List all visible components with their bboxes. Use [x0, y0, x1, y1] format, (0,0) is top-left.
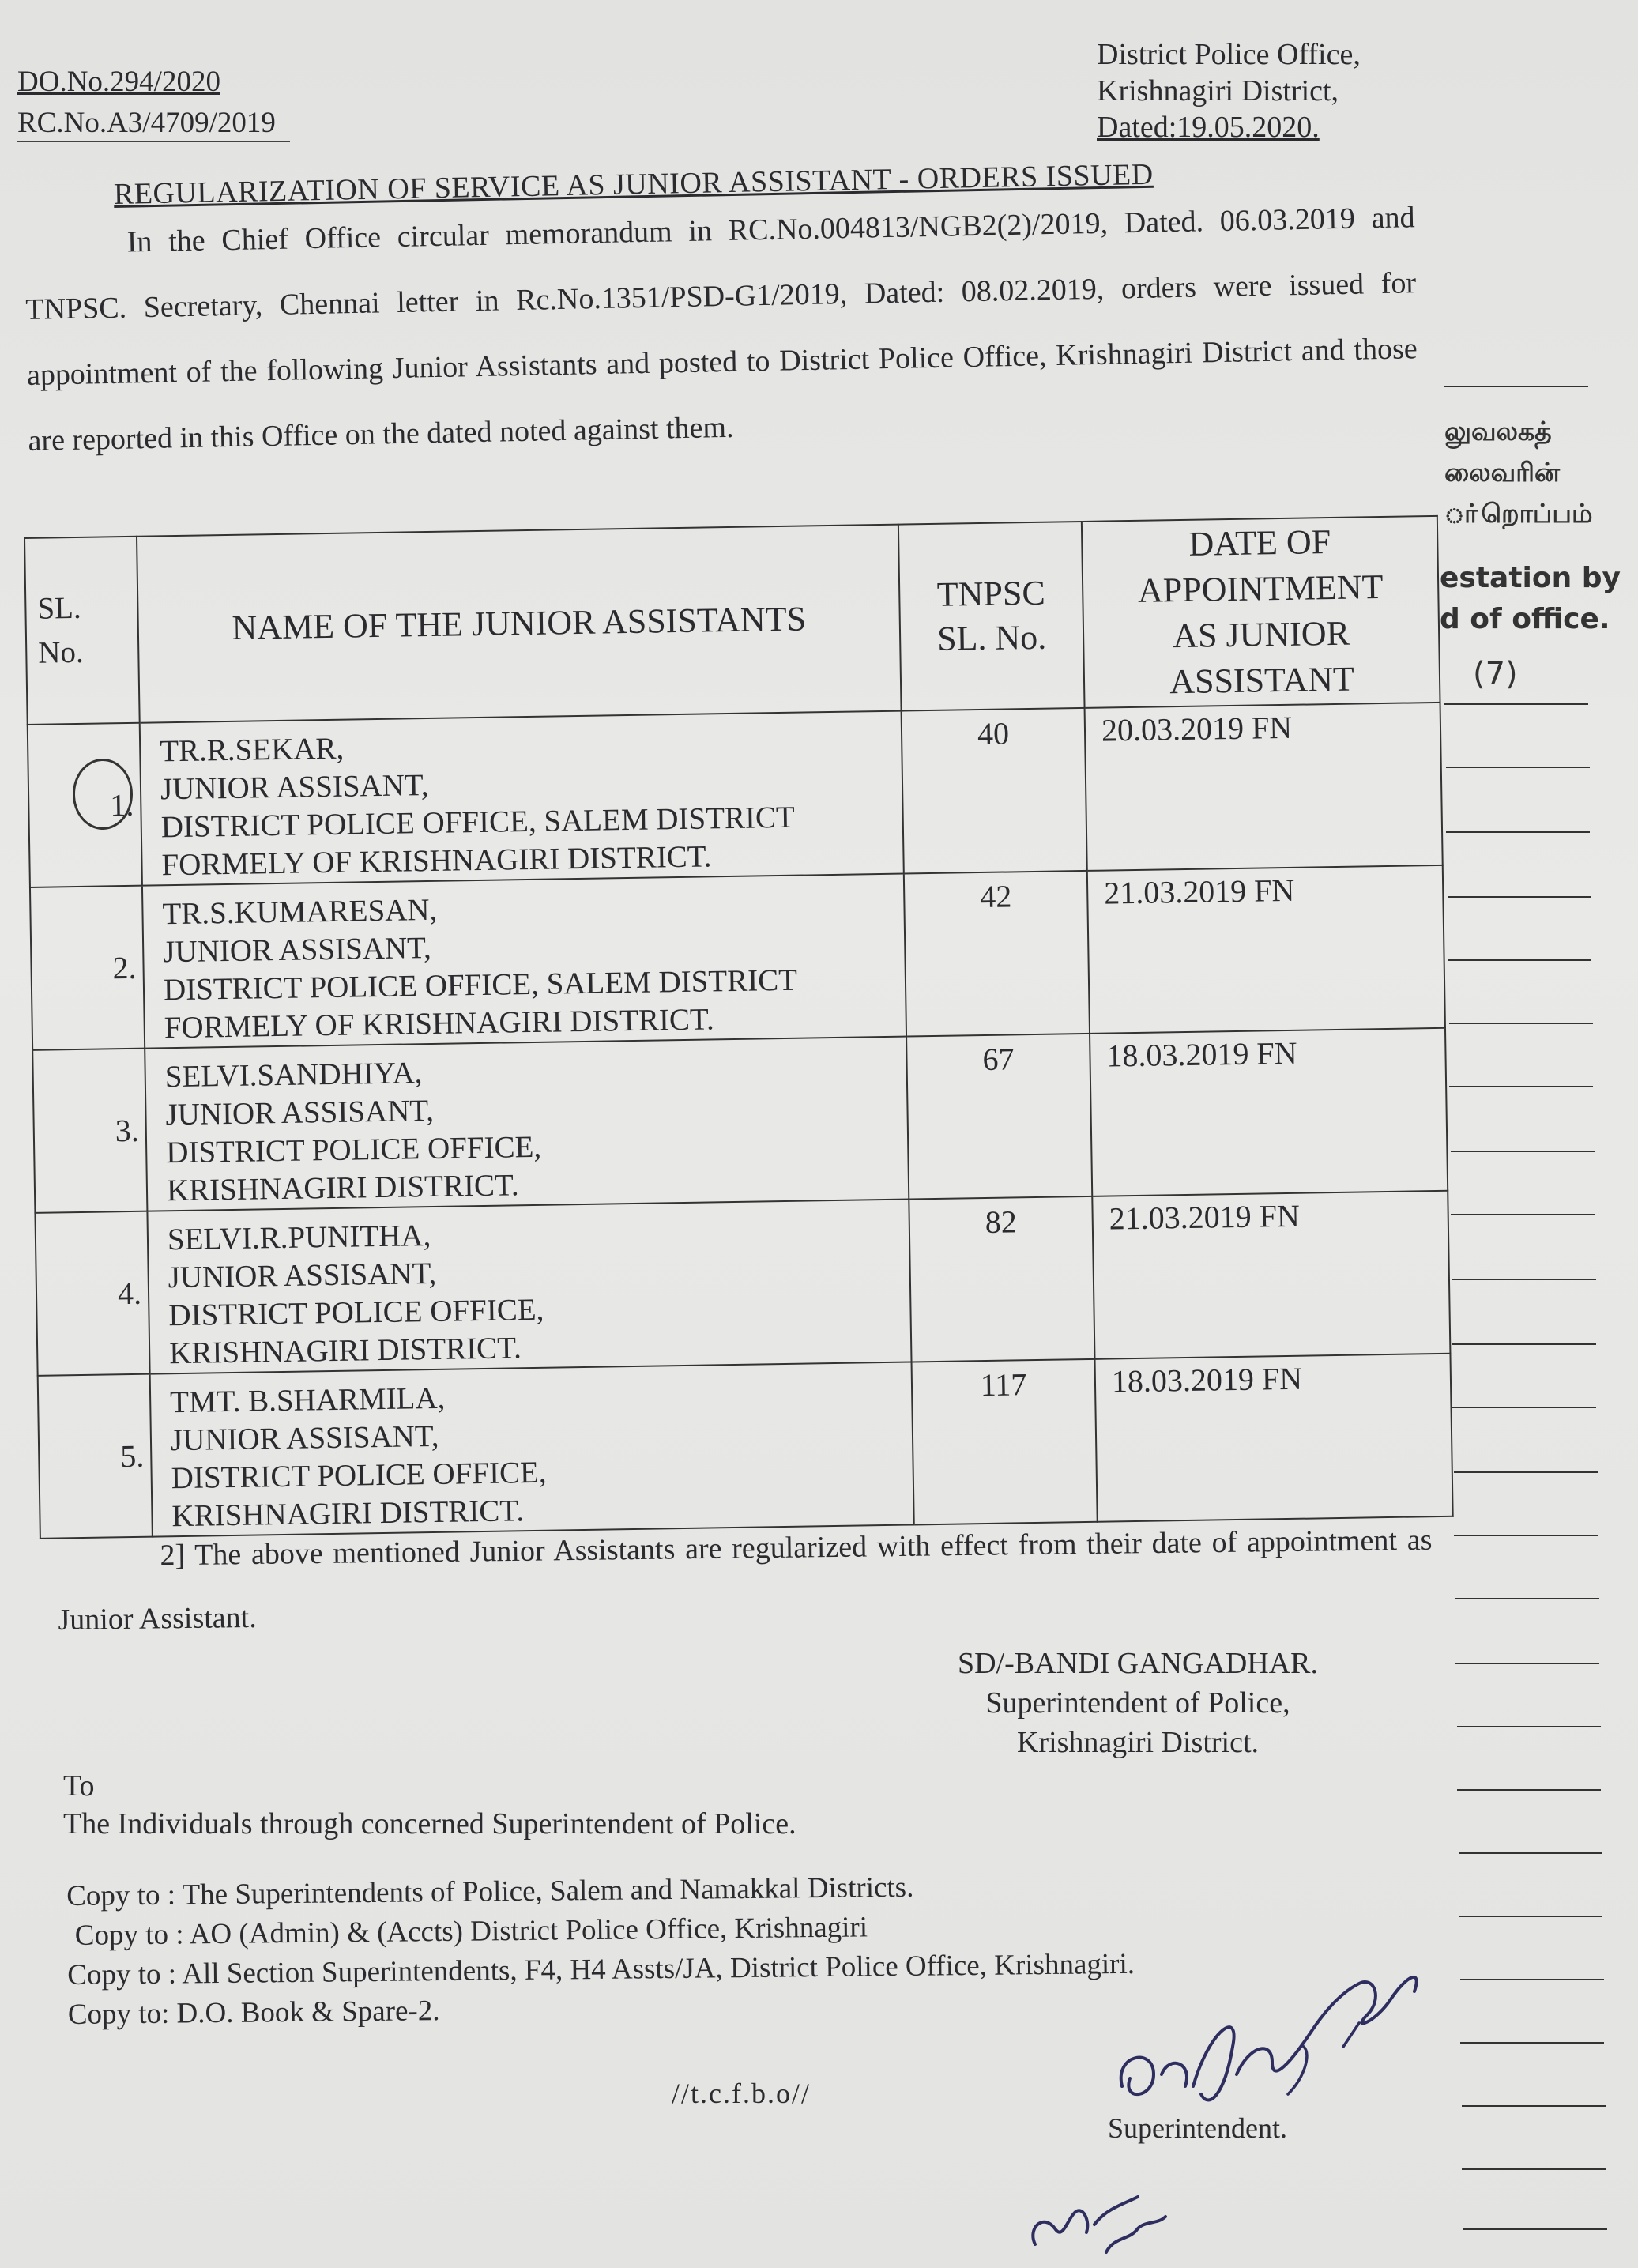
row-name-line: TR.R.SEKAR,	[159, 731, 345, 769]
row-name	[142, 874, 906, 1049]
body-paragraph-2	[57, 1509, 1433, 1652]
margin-english-text	[1440, 558, 1621, 640]
office-line-1: District Police Office,	[1097, 38, 1361, 71]
table-row	[28, 703, 1443, 887]
to-label: To	[63, 1769, 95, 1803]
row-name-line: DISTRICT POLICE OFFICE,	[165, 1129, 542, 1170]
row-name-line: KRISHNAGIRI DISTRICT.	[171, 1494, 525, 1534]
margin-rule	[1454, 1535, 1598, 1536]
row-sl-no: 2.	[30, 886, 145, 1050]
row-name-line: JUNIOR ASSISANT,	[160, 767, 429, 807]
margin-column-number: (7)	[1473, 656, 1518, 692]
row-name-line: KRISHNAGIRI DISTRICT.	[166, 1168, 519, 1208]
margin-english-line: d of office.	[1440, 603, 1610, 635]
margin-rule	[1451, 1151, 1595, 1152]
row-name-line: DISTRICT POLICE OFFICE,	[171, 1455, 547, 1496]
row-name-line: SELVI.SANDHIYA,	[164, 1056, 423, 1094]
margin-rule	[1459, 1852, 1602, 1854]
row-name-line: JUNIOR ASSISANT,	[170, 1418, 439, 1458]
body-paragraph-1	[24, 185, 1419, 474]
header-sl-line-1: SL.	[37, 590, 82, 626]
row-tnpsc-no: 82	[909, 1196, 1094, 1362]
margin-rule	[1451, 1214, 1595, 1215]
copy-to-item: Copy to : All Section Superintendents, F4, H4 Assts/JA, District Police Office, Krishnagiri.	[67, 1947, 1135, 1991]
row-name-line: DISTRICT POLICE OFFICE, SALEM DISTRICT	[160, 800, 796, 845]
margin-rule	[1457, 1726, 1601, 1727]
header-sl-no	[24, 537, 140, 725]
margin-rule	[1462, 2105, 1606, 2107]
body-paragraph-2-text: 2] The above mentioned Junior Assistants are regularized with effect from their date of appointment as Junior Assistant.	[58, 1523, 1433, 1637]
margin-rule	[1460, 2042, 1604, 2044]
row-name	[147, 1200, 911, 1374]
row-date: 21.03.2019 FN	[1087, 865, 1445, 1034]
row-tnpsc-no: 117	[912, 1359, 1098, 1525]
row-sl-no: 5.	[38, 1374, 153, 1539]
dated-line: Dated:19.05.2020.	[1097, 111, 1320, 144]
row-name-line: JUNIOR ASSISANT,	[168, 1256, 437, 1295]
superintendent-label: Superintendent.	[1108, 2112, 1287, 2144]
copy-to-list	[66, 1866, 1135, 2035]
margin-rule	[1454, 1471, 1598, 1473]
row-name-line: TMT. B.SHARMILA,	[169, 1381, 446, 1420]
margin-tamil-line: லைவரின்	[1444, 457, 1560, 488]
row-tnpsc-no: 40	[902, 708, 1087, 874]
copy-to-item: Copy to : AO (Admin) & (Accts) District Police Office, Krishnagiri	[74, 1911, 868, 1952]
margin-tamil-line: ா்றொப்பம்	[1444, 498, 1593, 529]
margin-tamil-line: லுவலகத்	[1444, 416, 1552, 446]
row-name	[145, 1037, 909, 1211]
margin-rule	[1452, 1407, 1596, 1408]
signatory-name: SD/-BANDI GANGADHAR.	[958, 1647, 1318, 1680]
margin-rule	[1452, 1343, 1596, 1345]
margin-rule	[1460, 1979, 1604, 1980]
handwritten-initials	[1019, 2165, 1177, 2268]
margin-tamil-text	[1444, 411, 1593, 534]
row-name-line: JUNIOR ASSISANT,	[162, 930, 432, 970]
header-tnpsc-line-2: SL. No.	[936, 617, 1047, 658]
margin-english-line: estation by	[1440, 562, 1621, 594]
body-paragraph-1-text: In the Chief Office circular memorandum in RC.No.004813/NGB2(2)/2019, Dated. 06.03.2019 and TNPSC. Secretary, Chennai letter in Rc.No.1351/PSD-G1/2019, Dated: 08.02.2019, orders were issued for appointment of the following Junior Assistants and posted to District Police Office, Krishnagiri District and those are reported in this Office on the dated noted against them.	[24, 201, 1418, 458]
table-row	[30, 865, 1445, 1050]
header-sl-line-2: No.	[37, 635, 85, 670]
rc-number: RC.No.A3/4709/2019	[17, 106, 290, 142]
margin-rule	[1449, 1023, 1593, 1024]
row-name-line: FORMELY OF KRISHNAGIRI DISTRICT.	[164, 1002, 714, 1045]
header-date-line-4: ASSISTANT	[1169, 659, 1355, 702]
tcfbo-marker: //t.c.f.b.o//	[672, 2078, 811, 2109]
header-tnpsc-line-1: TNPSC	[936, 573, 1046, 614]
header-date-line-3: AS JUNIOR	[1172, 613, 1350, 656]
margin-rule	[1448, 896, 1591, 898]
row-tnpsc-no: 67	[906, 1034, 1092, 1200]
margin-rule	[1446, 767, 1590, 768]
signatory-designation: Superintendent of Police,	[985, 1686, 1290, 1720]
row-name-line: KRISHNAGIRI DISTRICT.	[168, 1331, 522, 1371]
row-date: 21.03.2019 FN	[1092, 1191, 1450, 1359]
row-name-line: DISTRICT POLICE OFFICE,	[168, 1292, 544, 1333]
row-name-line: FORMELY OF KRISHNAGIRI DISTRICT.	[161, 839, 712, 883]
row-date: 18.03.2019 FN	[1090, 1028, 1448, 1196]
row-sl-no: 3.	[32, 1049, 147, 1213]
signatory-district: Krishnagiri District.	[1016, 1726, 1260, 1759]
margin-rule	[1448, 959, 1591, 961]
subject-heading: REGULARIZATION OF SERVICE AS JUNIOR ASSISTANT - ORDERS ISSUED	[113, 157, 1154, 211]
header-date-line-1: DATE OF	[1188, 522, 1331, 563]
to-recipient: The Individuals through concerned Superintendent of Police.	[63, 1807, 796, 1840]
table-header-row	[24, 516, 1440, 725]
copy-to-item: Copy to : The Superintendents of Police, Salem and Namakkal Districts.	[66, 1871, 914, 1912]
office-line-2: Krishnagiri District,	[1097, 74, 1339, 107]
do-number: DO.No.294/2020	[17, 66, 220, 98]
margin-rule	[1444, 703, 1588, 705]
margin-rule	[1462, 2168, 1606, 2170]
margin-rule	[1452, 1279, 1596, 1280]
row-date: 18.03.2019 FN	[1095, 1354, 1453, 1522]
row-name	[140, 711, 904, 886]
row-name-line: DISTRICT POLICE OFFICE, SALEM DISTRICT	[163, 963, 798, 1008]
header-date	[1082, 516, 1440, 708]
row-name-line: SELVI.R.PUNITHA,	[167, 1219, 431, 1257]
table-row	[35, 1191, 1450, 1376]
margin-rule	[1463, 2228, 1607, 2230]
row-sl-no: 1.	[28, 723, 142, 887]
signatory-block	[958, 1644, 1318, 1762]
margin-rule	[1444, 386, 1588, 387]
margin-rule	[1459, 1916, 1602, 1917]
row-name-line: JUNIOR ASSISANT,	[165, 1093, 435, 1132]
hand-drawn-circle-mark	[73, 759, 133, 830]
row-name	[150, 1362, 914, 1536]
margin-rule	[1455, 1663, 1599, 1664]
office-address	[1097, 36, 1361, 145]
row-sl-no: 4.	[35, 1211, 149, 1376]
margin-rule	[1455, 1598, 1599, 1599]
header-tnpsc	[898, 522, 1085, 711]
header-date-line-2: APPOINTMENT	[1137, 567, 1384, 610]
copy-to-item: Copy to: D.O. Book & Spare-2.	[67, 1995, 440, 2031]
margin-rule	[1446, 831, 1590, 833]
to-block	[63, 1767, 796, 1843]
handwritten-signature	[1106, 1936, 1438, 2126]
row-date: 20.03.2019 FN	[1085, 703, 1443, 871]
table-row	[32, 1028, 1448, 1213]
header-name: NAME OF THE JUNIOR ASSISTANTS	[137, 525, 902, 723]
row-name-line: TR.S.KUMARESAN,	[162, 892, 438, 932]
row-tnpsc-no: 42	[904, 871, 1090, 1037]
margin-rule	[1457, 1789, 1601, 1791]
junior-assistants-table	[24, 515, 1454, 1539]
margin-rule	[1449, 1086, 1593, 1087]
